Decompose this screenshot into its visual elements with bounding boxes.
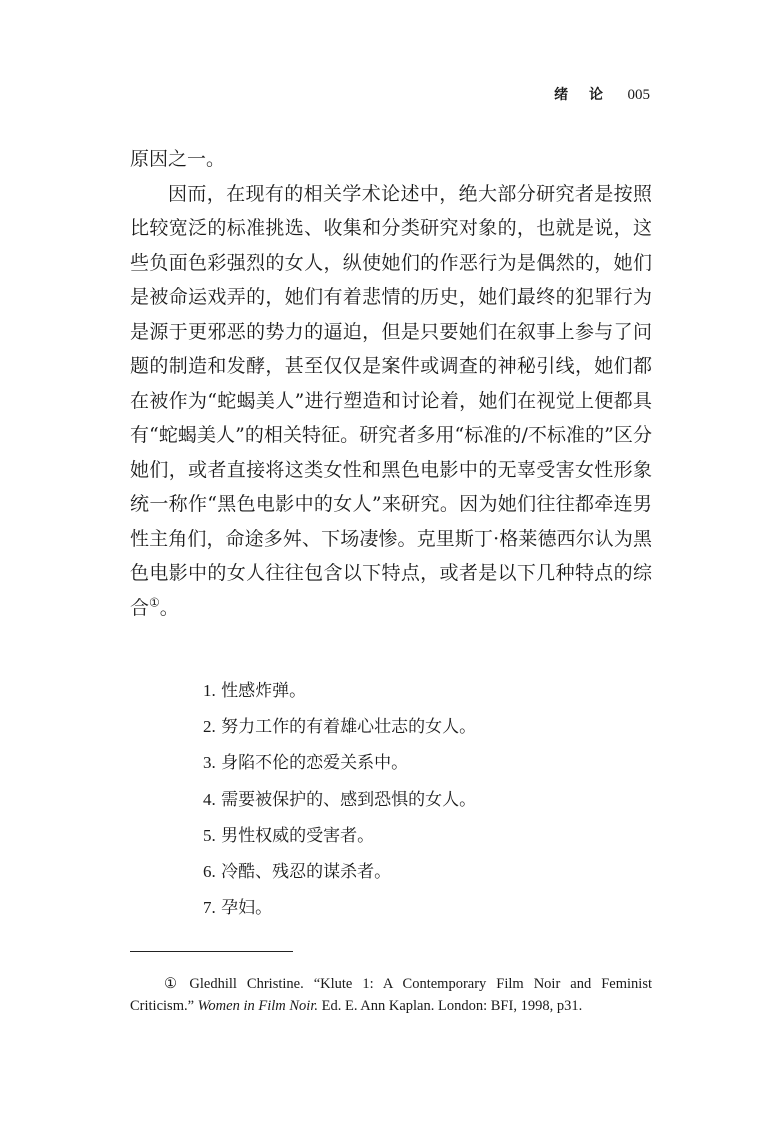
list-item [203, 818, 476, 854]
list-item-number: 4. [203, 789, 216, 809]
paragraph-2-end: 。 [159, 596, 179, 619]
footnote-text-b: Ed. E. Ann Kaplan. London: BFI, 1998, p31. [321, 998, 583, 1014]
footnote-italic-title: Women in Film Noir. [197, 998, 318, 1014]
list-item [203, 673, 476, 709]
list-item-text: 身陷不伦的恋爱关系中。 [221, 753, 409, 774]
list-item-text: 孕妇。 [221, 898, 273, 919]
list-item-text: 性感炸弹。 [221, 681, 307, 701]
list-item [203, 890, 476, 926]
list-item-number: 1. [203, 681, 216, 700]
feature-list [203, 673, 476, 926]
list-item-text: 冷酷、残忍的谋杀者。 [221, 862, 392, 883]
page-number: 005 [627, 87, 650, 103]
list-item-text: 男性权威的受害者。 [221, 825, 375, 846]
list-item [203, 745, 476, 781]
paragraph-2 [130, 177, 652, 626]
list-item-text: 努力工作的有着雄心壮志的女人。 [221, 717, 477, 738]
footnote [130, 973, 652, 1017]
footnote-divider [130, 951, 293, 952]
list-item-number: 3. [203, 753, 216, 773]
footnote-text-a: Gledhill Christine. “Klute 1: A Contemporary Film Noir and Feminist Criticism.” [130, 976, 653, 1014]
footnote-mark: ① [164, 976, 184, 992]
body-text [130, 142, 652, 625]
running-header [554, 84, 650, 104]
list-item-number: 2. [203, 717, 216, 737]
list-item [203, 709, 476, 745]
paragraph-1: 原因之一。 [130, 148, 226, 170]
list-item-number: 5. [203, 825, 216, 845]
chapter-title: 绪 论 [554, 87, 612, 103]
footnote-reference[interactable]: ① [149, 595, 160, 610]
list-item-text: 需要被保护的、感到恐惧的女人。 [221, 789, 477, 810]
list-item-number: 7. [203, 898, 216, 918]
list-item [203, 854, 476, 890]
list-item-number: 6. [203, 862, 216, 882]
list-item [203, 782, 476, 818]
paragraph-2-text: 因而，在现有的相关学术论述中，绝大部分研究者是按照比较宽泛的标准挑选、收集和分类研究对象的，也就是说，这些负面色彩强烈的女人，纵使她们的作恶行为是偶然的，她们是被命运戏弄的，她们有着悲情的历史，她们最终的犯罪行为是源于更邪恶的势力的逼迫，但是只要她们在叙事上参与了问题的制造和发酵，甚至仅仅是案件或调查的神秘引线，她们都在被作为“蛇蝎美人”进行塑造和讨论着，她们在视觉上便都具有“蛇蝎美人”的相关特征。研究者多用“标准的/不标准的”区分她们，或者直接将这类女性和黑色电影中的无辜受害女性形象统一称作“黑色电影中的女人”来研究。因为她们往往都牵连男性主角们，命途多舛、下场凄惨。克里斯丁·格莱德西尔认为黑色电影中的女人往往包含以下特点，或者是以下几种特点的综合 [130, 182, 652, 619]
